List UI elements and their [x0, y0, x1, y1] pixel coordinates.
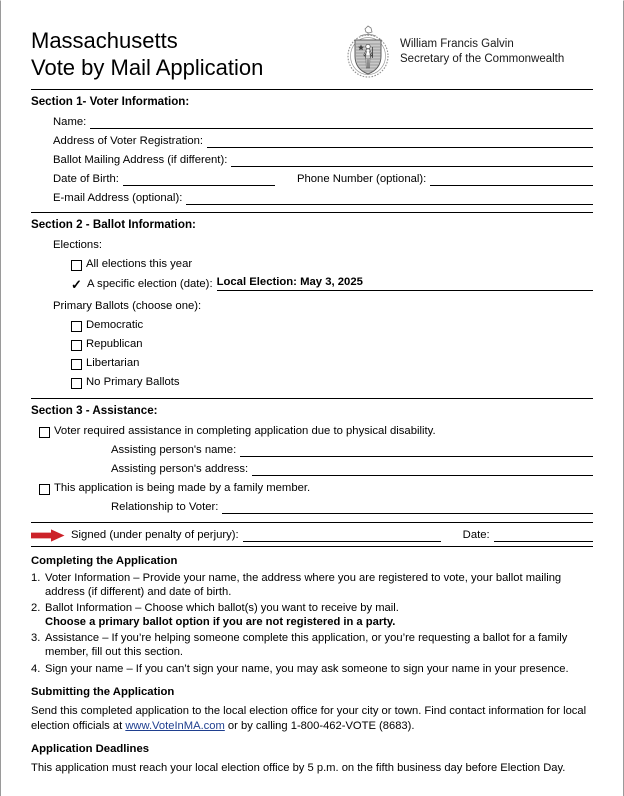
title-line-1: Massachusetts — [31, 28, 178, 53]
instruction-item-1 — [31, 571, 593, 601]
submitting-application-heading: Submitting the Application — [31, 686, 175, 699]
checkbox-specific-election-row[interactable] — [31, 273, 593, 293]
instruction-1-text: Voter Information – Provide your name, the address where you are registered to vote, your ballot mailing address (if different) and date of birth. — [45, 572, 562, 598]
field-registration-address-row — [31, 131, 593, 150]
assisting-person-name-row — [31, 440, 593, 459]
instruction-2-body — [45, 602, 593, 629]
field-email-row — [31, 188, 593, 207]
section-1-heading: Section 1- Voter Information: — [31, 95, 190, 108]
seal-and-officer — [345, 25, 564, 79]
primary-ballots-label-row — [31, 293, 593, 315]
disability-assistance-checkbox[interactable] — [39, 427, 50, 438]
family-member-label: This application is being made by a family member. — [54, 482, 311, 494]
date-of-birth-label: Date of Birth: — [53, 173, 119, 185]
democratic-checkbox[interactable] — [71, 321, 82, 332]
officer-block — [400, 37, 564, 67]
field-dob-phone-row — [31, 169, 593, 188]
instruction-4-number: 4. — [31, 662, 41, 675]
specific-election-label: A specific election (date): — [87, 278, 213, 290]
specific-election-checkmark-icon[interactable]: ✓ — [71, 277, 82, 292]
officer-title: Secretary of the Commonwealth — [400, 53, 565, 65]
democratic-label: Democratic — [86, 319, 144, 331]
ballot-mailing-address-label: Ballot Mailing Address (if different): — [53, 154, 228, 166]
registration-address-input[interactable] — [207, 136, 593, 148]
no-primary-ballots-label: No Primary Ballots — [86, 376, 180, 388]
checkbox-family-member-row[interactable] — [31, 478, 593, 497]
submitting-application-text — [31, 702, 593, 735]
instruction-3-text: Assistance – If you’re helping someone complete this application, or you’re requesting a ballot for a family member, fill out this section. — [45, 632, 568, 658]
no-primary-ballots-checkbox[interactable] — [71, 378, 82, 389]
instruction-2-bold-text: Choose a primary ballot option if you are not registered in a party. — [45, 615, 396, 628]
relationship-to-voter-input[interactable] — [222, 502, 593, 514]
red-right-arrow-icon — [31, 529, 65, 542]
checkbox-libertarian-row[interactable] — [31, 353, 593, 372]
relationship-to-voter-row — [31, 497, 593, 516]
assisting-person-name-label: Assisting person's name: — [111, 444, 237, 456]
officer-name: William Francis Galvin — [400, 38, 514, 50]
field-ballot-mailing-address-row — [31, 150, 593, 169]
libertarian-label: Libertarian — [86, 357, 140, 369]
instruction-item-3 — [31, 631, 593, 661]
date-of-birth-input[interactable] — [123, 174, 275, 186]
phone-number-input[interactable] — [430, 174, 593, 186]
section-2-heading: Section 2 - Ballot Information: — [31, 218, 196, 231]
assisting-person-address-row — [31, 459, 593, 478]
section-3-heading: Section 3 - Assistance: — [31, 404, 158, 417]
instruction-1-number: 1. — [31, 572, 41, 584]
instruction-2-number: 2. — [31, 602, 41, 615]
specific-election-date-input[interactable]: Local Election: May 3, 2025 — [217, 276, 593, 291]
libertarian-checkbox[interactable] — [71, 359, 82, 370]
phone-number-label: Phone Number (optional): — [296, 173, 427, 185]
checkbox-disability-row[interactable] — [31, 421, 593, 440]
disability-assistance-label: Voter required assistance in completing application due to physical disability. — [54, 425, 436, 437]
submitting-text-before: Send this completed application to the local election office for your city or town. Find contact information for local election officials at — [31, 705, 587, 732]
instruction-3-number: 3. — [31, 632, 41, 645]
signature-row — [31, 523, 593, 546]
checkbox-democratic-row[interactable] — [31, 315, 593, 334]
assisting-person-name-input[interactable] — [240, 445, 593, 457]
form-header — [31, 1, 593, 89]
name-input[interactable] — [90, 117, 593, 129]
title-line-2: Vote by Mail Application — [31, 55, 264, 80]
all-elections-checkbox[interactable] — [71, 260, 82, 271]
assisting-person-address-input[interactable] — [252, 464, 593, 476]
signature-date-label: Date: — [462, 529, 490, 541]
checkbox-republican-row[interactable] — [31, 334, 593, 353]
signature-label: Signed (under penalty of perjury): — [71, 529, 239, 541]
registration-address-label: Address of Voter Registration: — [53, 135, 204, 147]
voteinma-link[interactable]: www.VoteInMA.com — [125, 719, 225, 732]
republican-checkbox[interactable] — [71, 340, 82, 351]
all-elections-label: All elections this year — [86, 258, 193, 270]
application-deadlines-text: This application must reach your local election office by 5 p.m. on the fifth business day before Election Day. — [31, 762, 566, 775]
elections-label: Elections: — [53, 239, 102, 251]
email-input[interactable] — [186, 193, 593, 205]
instruction-2-text: Ballot Information – Choose which ballot(s) you want to receive by mail. — [45, 602, 399, 615]
family-member-checkbox[interactable] — [39, 484, 50, 495]
republican-label: Republican — [86, 338, 143, 350]
name-label: Name: — [53, 116, 87, 128]
email-label: E-mail Address (optional): — [53, 192, 183, 204]
checkbox-no-primary-row[interactable] — [31, 372, 593, 391]
assisting-person-address-label: Assisting person's address: — [111, 463, 249, 475]
massachusetts-state-seal-icon — [345, 25, 391, 79]
instruction-item-2 — [31, 601, 593, 631]
signature-date-input[interactable] — [494, 530, 593, 542]
primary-ballots-label: Primary Ballots (choose one): — [53, 300, 202, 312]
instruction-4-text: Sign your name – If you can’t sign your name, you may ask someone to sign your name in your presence. — [45, 662, 569, 675]
application-deadlines-heading: Application Deadlines — [31, 743, 150, 756]
completing-application-heading: Completing the Application — [31, 555, 178, 567]
submitting-text-after: or by calling 1-800-462-VOTE (8683). — [224, 719, 415, 732]
checkbox-all-elections-row[interactable] — [31, 254, 593, 273]
relationship-to-voter-label: Relationship to Voter: — [111, 501, 219, 513]
signature-input[interactable] — [243, 530, 441, 542]
elections-label-row — [31, 235, 593, 254]
ballot-mailing-address-input[interactable] — [231, 155, 593, 167]
instruction-item-4 — [31, 662, 593, 679]
field-name-row — [31, 112, 593, 131]
